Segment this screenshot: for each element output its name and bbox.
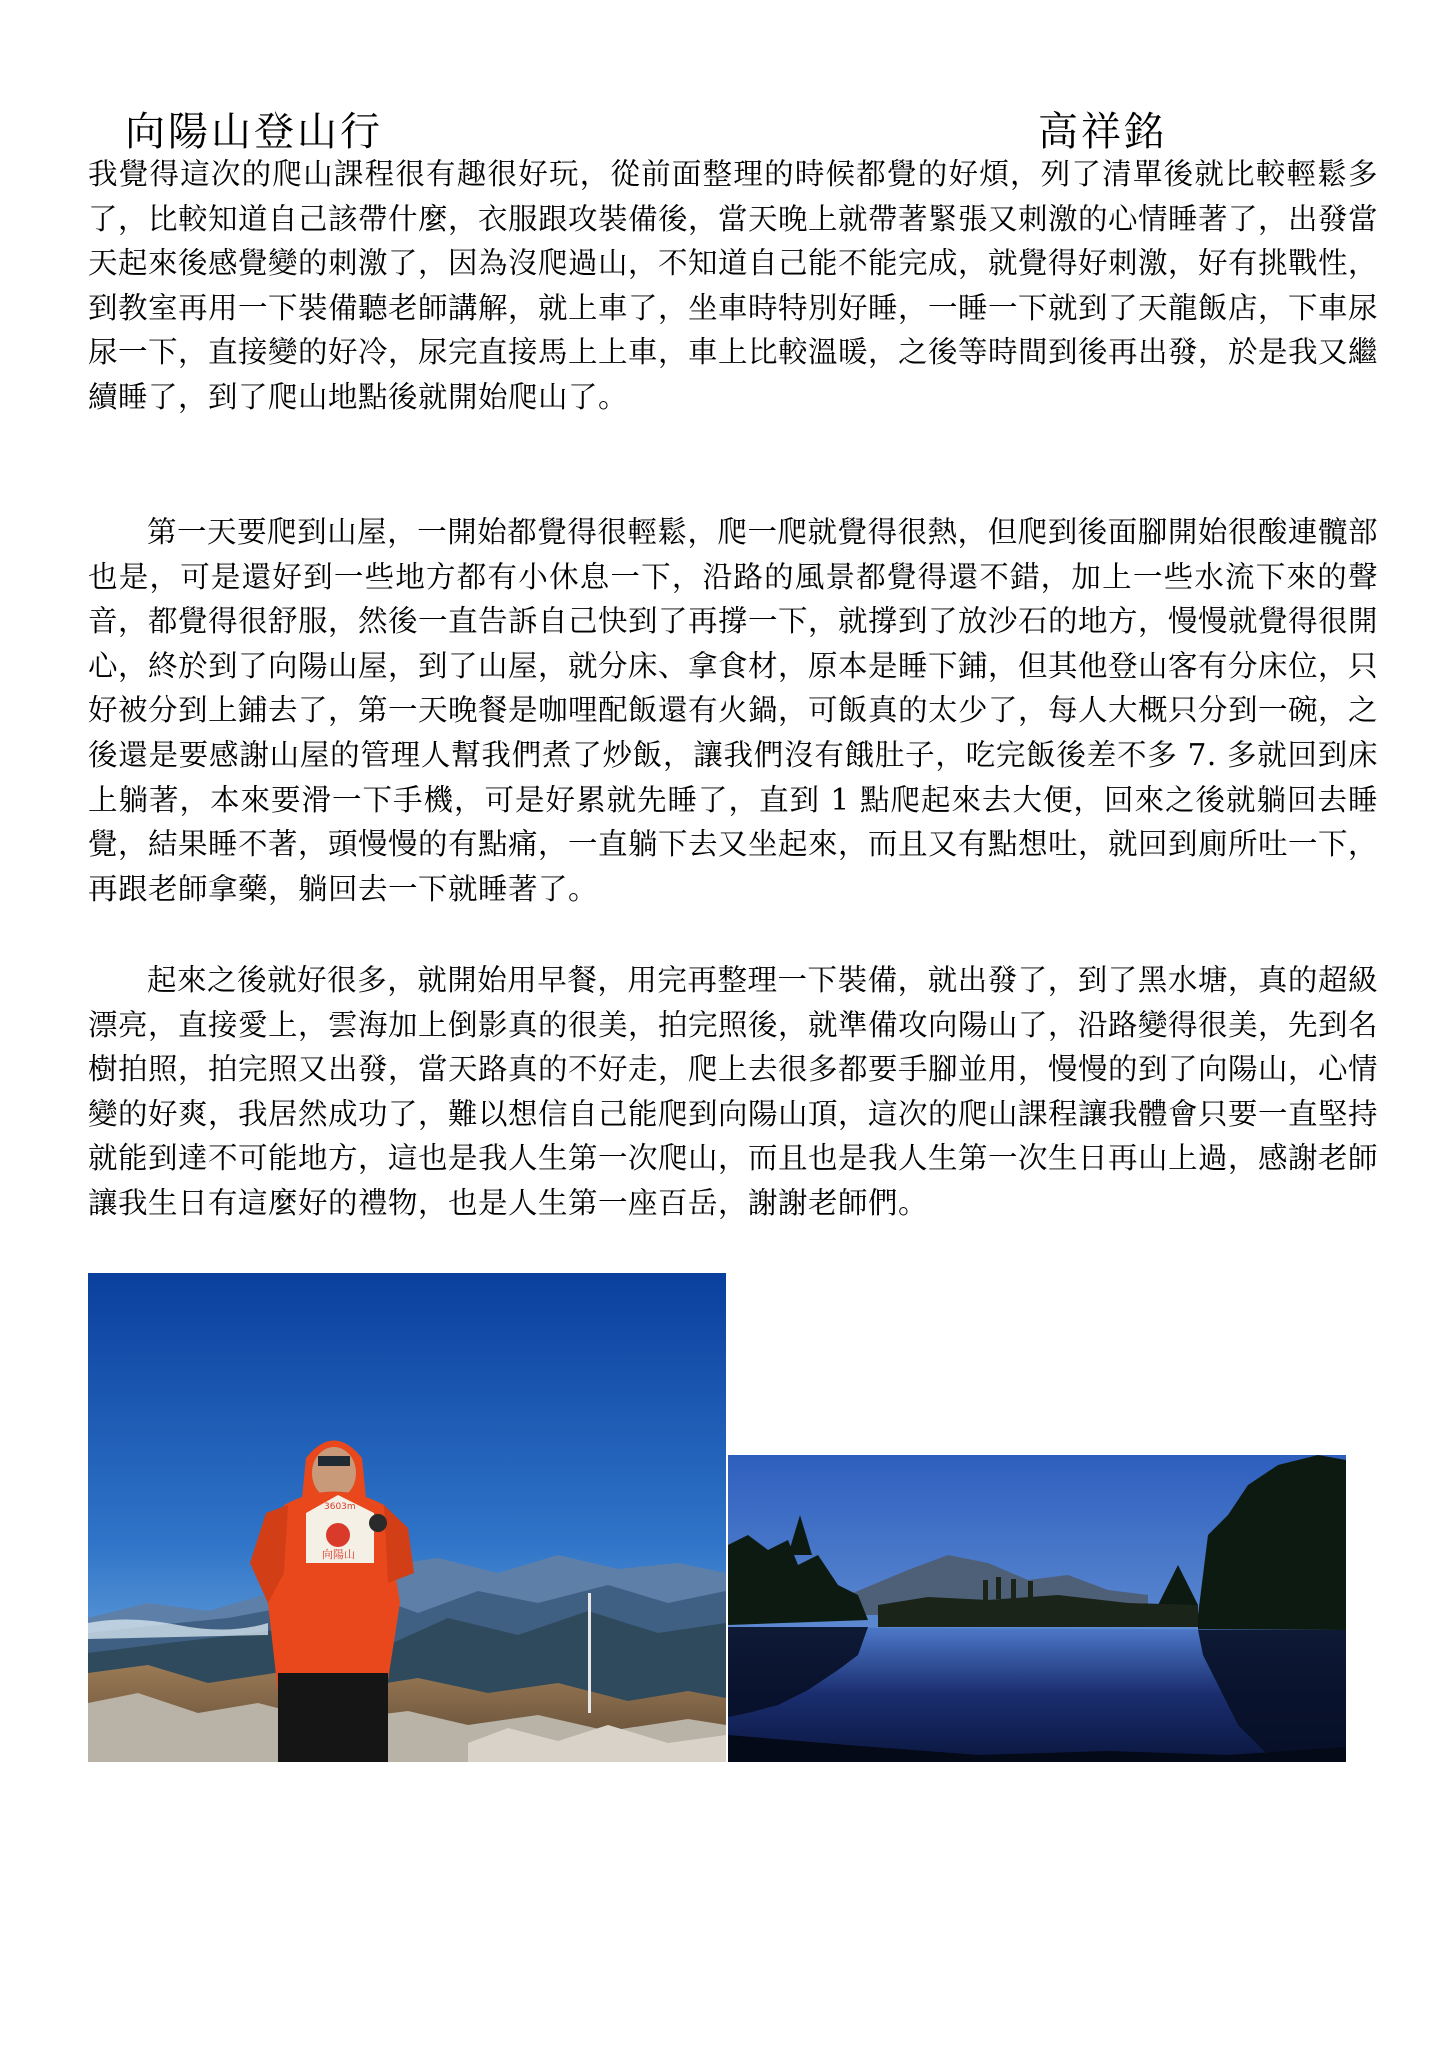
document-title: 向陽山登山行 xyxy=(125,109,383,155)
paragraph-2: 第一天要爬到山屋，一開始都覺得很輕鬆，爬一爬就覺得很熱，但爬到後面腳開始很酸連髖部也是，可是還好到一些地方都有小休息一下，沿路的風景都覺得還不錯，加上一些水流下來的聲音，都覺得很舒服，然後一直告訴自己快到了再撐一下，就撐到了放沙石的地方，慢慢就覺得很開心，終於到了向陽山屋，到了山屋，就分床、拿食材，原本是睡下鋪，但其他登山客有分床位，只好被分到上鋪去了，第一天晚餐是咖哩配飯還有火鍋，可飯真的太少了，每人大概只分到一碗，之後還是要感謝山屋的管理人幫我們煮了炒飯，讓我們沒有餓肚子，吃完飯後差不多 7. 多就回到床上躺著，本來要滑一下手機，可是好累就先睡了，直到 1 點爬起來去大便，回來之後就躺回去睡覺，結果睡不著，頭慢慢的有點痛，一直躺下去又坐起來，而且又有點想吐，就回到廁所吐一下，再跟老師拿藥，躺回去一下就睡著了。 xyxy=(88,515,1379,906)
document-author: 高祥銘 xyxy=(1038,109,1167,155)
paragraph-3: 起來之後就好很多，就開始用早餐，用完再整理一下裝備，就出發了，到了黑水塘，真的超級漂亮，直接愛上，雲海加上倒影真的很美，拍完照後，就準備攻向陽山了，沿路變得很美，先到名樹拍照，拍完照又出發，當天路真的不好走，爬上去很多都要手腳並用，慢慢的到了向陽山，心情變的好爽，我居然成功了，難以想信自己能爬到向陽山頂，這次的爬山課程讓我體會只要一直堅持就能到達不可能地方，這也是我人生第一次爬山，而且也是我人生第一次生日再山上過，感謝老師讓我生日有這麼好的禮物，也是人生第一座百岳，謝謝老師們。 xyxy=(88,963,1379,1220)
summit-photo xyxy=(88,1273,726,1762)
summit-sign-elevation: 3603m xyxy=(324,1502,356,1512)
paragraph-1: 我覺得這次的爬山課程很有趣很好玩，從前面整理的時候都覺的好煩，列了清單後就比較輕鬆多了，比較知道自己該帶什麼，衣服跟攻裝備後，當天晚上就帶著緊張又刺激的心情睡著了，出發當天起來後感覺變的刺激了，因為沒爬過山，不知道自己能不能完成，就覺得好刺激，好有挑戰性，到教室再用一下裝備聽老師講解，就上車了，坐車時特別好睡，一睡一下就到了天龍飯店，下車尿尿一下，直接變的好冷，尿完直接馬上上車，車上比較溫暖，之後等時間到後再出發，於是我又繼續睡了，到了爬山地點後就開始爬山了。 xyxy=(88,157,1379,414)
summit-sign-name: 向陽山 xyxy=(322,1548,355,1561)
pond-photo xyxy=(728,1455,1346,1762)
